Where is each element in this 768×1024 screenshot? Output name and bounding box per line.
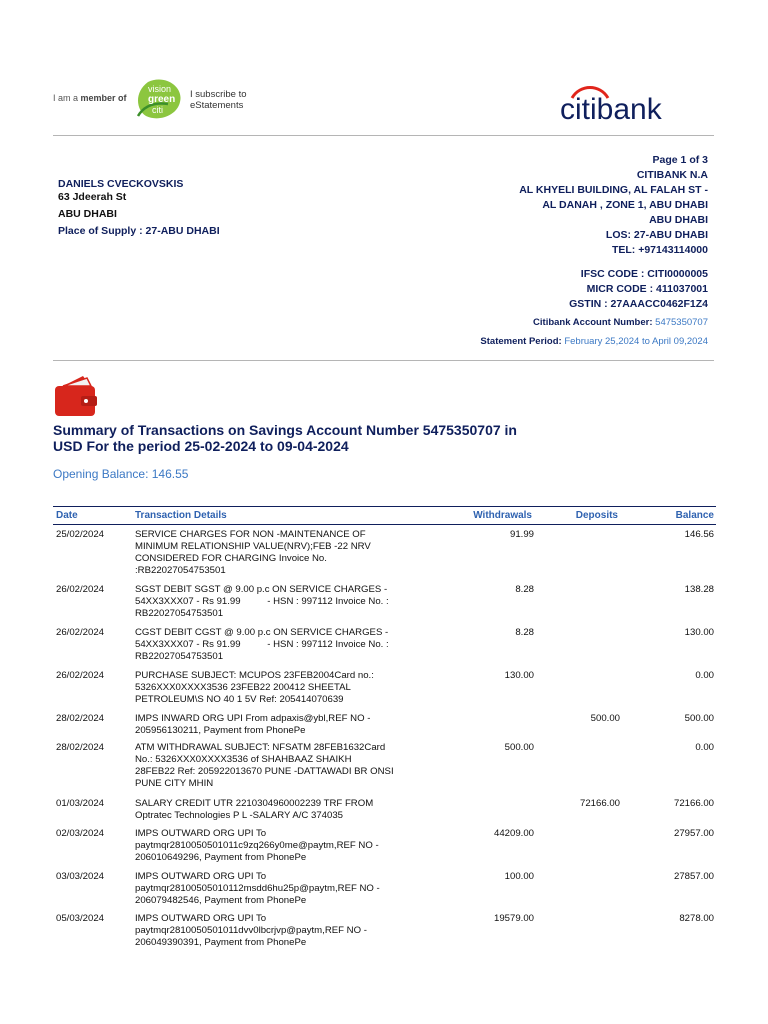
ifsc-code: IFSC CODE : CITI0000005 xyxy=(580,268,708,280)
row-details-line: PETROLEUM\S NO 40 1 5V Ref: 205414070639 xyxy=(135,694,344,705)
bank-address-line2: AL DANAH , ZONE 1, ABU DHABI xyxy=(542,199,708,211)
opening-balance: Opening Balance: 146.55 xyxy=(53,467,189,481)
account-number-label: Citibank Account Number: xyxy=(533,317,653,328)
table-header-top-border xyxy=(53,506,716,507)
row-deposit: 72166.00 xyxy=(579,798,620,809)
row-details-line: IMPS OUTWARD ORG UPI To xyxy=(135,913,267,924)
row-date: 01/03/2024 xyxy=(56,798,105,809)
row-deposit: 500.00 xyxy=(590,713,620,724)
row-details-line: paytmqr2810050501011c9zq266y0me@paytm,REF NO - xyxy=(135,840,379,851)
row-withdrawal: 19579.00 xyxy=(493,913,534,924)
row-details xyxy=(135,871,425,907)
header-deposits: Deposits xyxy=(575,510,618,521)
row-details-line: IMPS OUTWARD ORG UPI To xyxy=(135,828,267,839)
page-number: Page 1 of 3 xyxy=(652,154,708,166)
account-number-value: 5475350707 xyxy=(655,317,708,328)
row-details-line: SERVICE CHARGES FOR NON -MAINTENANCE OF xyxy=(135,529,366,540)
bank-address-line3: ABU DHABI xyxy=(649,214,708,226)
section-divider xyxy=(53,360,714,361)
place-of-supply: Place of Supply : 27-ABU DHABI xyxy=(58,225,220,237)
row-details-line: ATM WITHDRAWAL SUBJECT: NFSATM 28FEB1632Card xyxy=(135,742,386,753)
row-details xyxy=(135,670,425,706)
gstin: GSTIN : 27AAACC0462F1Z4 xyxy=(569,298,708,310)
row-details-line: CONSIDERED FOR CHARGING Invoice No. xyxy=(135,553,327,564)
row-balance: 27957.00 xyxy=(673,828,714,839)
row-details xyxy=(135,529,425,577)
row-details xyxy=(135,798,425,822)
row-balance: 146.56 xyxy=(684,529,714,540)
row-details-line: RB22027054753501 xyxy=(135,651,224,662)
logo-green-text: green xyxy=(148,94,176,105)
header-details: Transaction Details xyxy=(135,510,227,521)
header-divider xyxy=(53,135,714,136)
account-number-row xyxy=(533,317,708,328)
row-details xyxy=(135,742,425,790)
wallet-icon xyxy=(53,374,99,418)
row-details xyxy=(135,627,425,663)
row-details-line: 205956130211, Payment from PhonePe xyxy=(135,725,306,736)
citibank-wordmark: citibank xyxy=(560,93,662,122)
row-details-line: No.: 5326XXX0XXXX3536 of SHAHBAAZ SHAIKH xyxy=(135,754,352,765)
row-withdrawal: 100.00 xyxy=(504,871,534,882)
row-balance: 0.00 xyxy=(695,742,714,753)
customer-address: 63 Jdeerah St xyxy=(58,191,127,203)
statement-period-row xyxy=(480,336,708,347)
row-balance: 0.00 xyxy=(695,670,714,681)
row-date: 05/03/2024 xyxy=(56,913,105,924)
logo-vision-text: vision xyxy=(148,84,172,94)
summary-title: Summary of Transactions on Savings Account Number 5475350707 in USD For the period 25-02-2024 to 09-04-2024 xyxy=(53,422,517,454)
header-date: Date xyxy=(56,510,78,521)
row-withdrawal: 8.28 xyxy=(515,584,534,595)
citibank-logo xyxy=(560,86,692,122)
bank-address-line1: AL KHYELI BUILDING, AL FALAH ST - xyxy=(519,184,708,196)
row-date: 02/03/2024 xyxy=(56,828,105,839)
bank-name: CITIBANK N.A xyxy=(636,169,708,181)
row-balance: 130.00 xyxy=(684,627,714,638)
row-details-line: CGST DEBIT CGST @ 9.00 p.c ON SERVICE CHARGES - xyxy=(135,627,389,638)
row-details xyxy=(135,913,425,949)
customer-city: ABU DHABI xyxy=(58,208,117,220)
row-details-line: 5326XXX0XXXX3536 23FEB22 200412 SHEETAL xyxy=(135,682,351,693)
row-date: 28/02/2024 xyxy=(56,713,105,724)
row-details xyxy=(135,828,425,864)
row-details xyxy=(135,584,425,620)
customer-name: DANIELS CVECKOVSKIS xyxy=(58,178,184,190)
row-withdrawal: 500.00 xyxy=(504,742,534,753)
row-date: 26/02/2024 xyxy=(56,670,105,681)
row-details-line: 206079482546, Payment from PhonePe xyxy=(135,895,307,906)
row-details xyxy=(135,713,425,737)
row-withdrawal: 44209.00 xyxy=(493,828,534,839)
row-details-line: 206049390391, Payment from PhonePe xyxy=(135,937,307,948)
micr-code: MICR CODE : 411037001 xyxy=(586,283,708,295)
row-details-line: SGST DEBIT SGST @ 9.00 p.c ON SERVICE CHARGES - xyxy=(135,584,388,595)
bank-los: LOS: 27-ABU DHABI xyxy=(605,229,708,241)
bank-codes-block xyxy=(569,267,708,312)
header-withdrawals: Withdrawals xyxy=(473,510,532,521)
row-details-line: 206010649296, Payment from PhonePe xyxy=(135,852,307,863)
row-details-line: SALARY CREDIT UTR 2210304960002239 TRF FROM xyxy=(135,798,374,809)
row-balance: 500.00 xyxy=(684,713,714,724)
row-date: 03/03/2024 xyxy=(56,871,105,882)
bank-address-block xyxy=(519,153,708,258)
statement-period-label: Statement Period: xyxy=(480,336,562,347)
row-balance: 138.28 xyxy=(684,584,714,595)
row-balance: 8278.00 xyxy=(679,913,714,924)
row-details-line: PURCHASE SUBJECT: MCUPOS 23FEB2004Card no.: xyxy=(135,670,374,681)
row-details-line: RB22027054753501 xyxy=(135,608,224,619)
logo-citi-text: citi xyxy=(152,105,163,115)
header-balance: Balance xyxy=(675,510,714,521)
row-date: 25/02/2024 xyxy=(56,529,105,540)
row-details-line: 54XX3XXX07 - Rs 91.99 - HSN : 997112 Invoice No. : xyxy=(135,596,389,607)
row-withdrawal: 8.28 xyxy=(515,627,534,638)
member-text: I am a member of xyxy=(53,93,127,103)
row-details-line: 28FEB22 Ref: 205922013670 PUNE -DATTAWADI BR ONSI xyxy=(135,766,394,777)
row-details-line: IMPS INWARD ORG UPI From adpaxis@ybl,REF NO - xyxy=(135,713,371,724)
row-details-line: :RB22027054753501 xyxy=(135,565,226,576)
subscribe-text: I subscribe to eStatements xyxy=(190,89,247,111)
row-withdrawal: 130.00 xyxy=(504,670,534,681)
row-withdrawal: 91.99 xyxy=(509,529,534,540)
row-details-line: IMPS OUTWARD ORG UPI To xyxy=(135,871,267,882)
table-header-bottom-border xyxy=(53,524,716,525)
statement-period-value: February 25,2024 to April 09,2024 xyxy=(564,336,708,347)
row-details-line: MINIMUM RELATIONSHIP VALUE(NRV);FEB -22 NRV xyxy=(135,541,371,552)
row-date: 26/02/2024 xyxy=(56,584,105,595)
bank-tel: TEL: +97143114000 xyxy=(611,244,708,256)
row-details-line: 54XX3XXX07 - Rs 91.99 - HSN : 997112 Invoice No. : xyxy=(135,639,389,650)
row-balance: 27857.00 xyxy=(673,871,714,882)
row-details-line: PUNE CITY MHIN xyxy=(135,778,214,789)
row-details-line: Optratec Technologies P L -SALARY A/C 374035 xyxy=(135,810,344,821)
row-date: 26/02/2024 xyxy=(56,627,105,638)
row-details-line: paytmqr2810050501011dvv0lbcrjvp@paytm,REF NO - xyxy=(135,925,367,936)
vision-green-citi-logo xyxy=(128,76,186,124)
row-date: 28/02/2024 xyxy=(56,742,105,753)
row-details-line: paytmqr28100505010112msdd6hu25p@paytm,REF NO - xyxy=(135,883,380,894)
row-balance: 72166.00 xyxy=(673,798,714,809)
